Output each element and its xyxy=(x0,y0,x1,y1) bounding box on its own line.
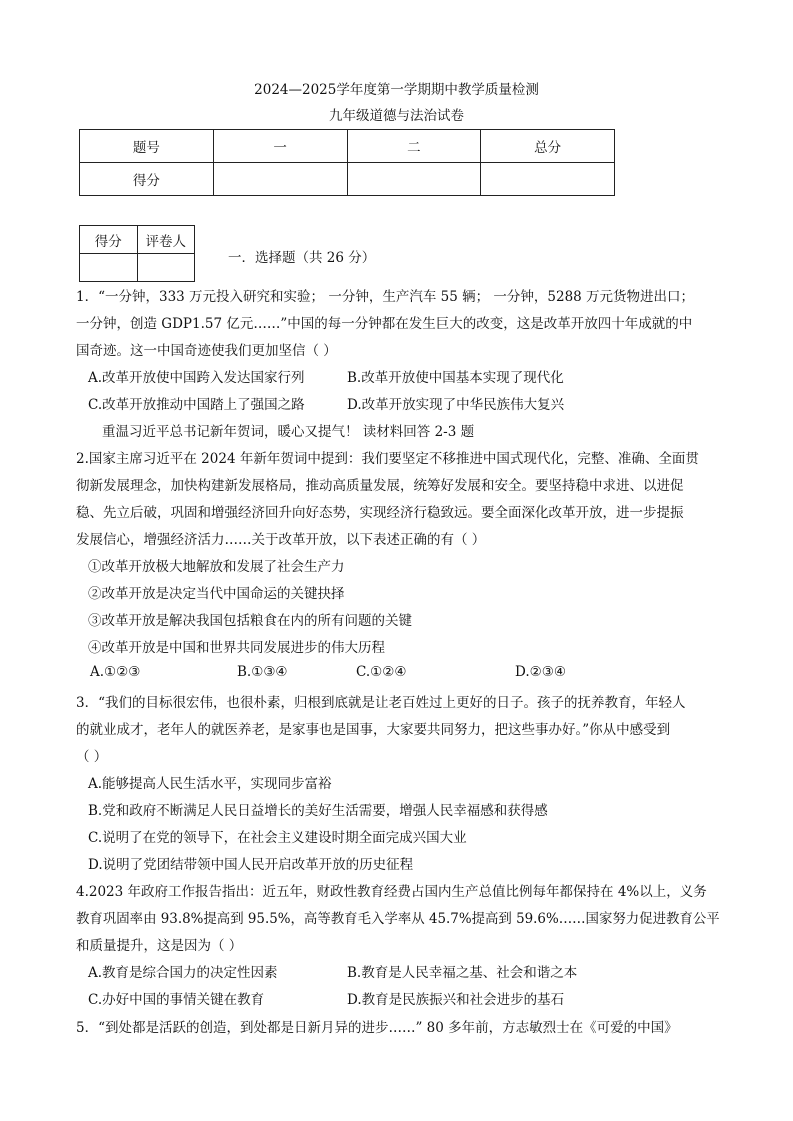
q1-option-b: B.改革开放使中国基本实现了现代化 xyxy=(347,370,564,386)
q2-option-c: C.①②④ xyxy=(356,664,407,680)
q2-statement: ①改革开放极大地解放和发展了社会生产力 xyxy=(88,559,345,575)
score-header-cell: 总分 xyxy=(481,130,615,163)
q3-option-a: A.能够提高人民生活水平，实现同步富裕 xyxy=(88,776,332,792)
score-header-cell: 题号 xyxy=(80,130,214,163)
grader-box xyxy=(79,225,195,282)
exam-title: 2024—2025学年度第一学期期中教学质量检测 xyxy=(254,82,539,98)
score-table xyxy=(79,129,615,196)
q2-statement: ②改革开放是决定当代中国命运的关键抉择 xyxy=(88,586,345,602)
q2-statement: ③改革开放是解决我国包括粮食在内的所有问题的关键 xyxy=(88,613,412,629)
q3-option-d: D.说明了党团结带领中国人民开启改革开放的历史征程 xyxy=(88,857,414,873)
q5-line: 5．“到处都是活跃的创造，到处都是日新月异的进步……” 80 多年前，方志敏烈士在《可爱的中国》 xyxy=(76,1020,678,1036)
q1-option-d: D.改革开放实现了中华民族伟大复兴 xyxy=(347,397,565,413)
q3-option-b: B.党和政府不断满足人民日益增长的美好生活需要，增强人民幸福感和获得感 xyxy=(88,803,548,819)
grader-score-label: 得分 xyxy=(80,226,138,254)
q1-line: 1．“一分钟，333 万元投入研究和实验； 一分钟，生产汽车 55 辆； 一分钟，5288 万元货物进出口； xyxy=(76,289,695,305)
score-header-cell: 二 xyxy=(347,130,481,163)
q2-option-d: D.②③④ xyxy=(515,664,566,680)
grader-blank-cell xyxy=(80,254,138,282)
q2-line: 稳、先立后破，巩固和增强经济回升向好态势，实现经济行稳致远。要全面深化改革开放，进一步提振 xyxy=(76,505,684,521)
q3-line: 3．“我们的目标很宏伟，也很朴素，归根到底就是让老百姓过上更好的日子。孩子的抚养教育，年轻人 xyxy=(76,695,686,711)
section-title: 一．选择题（共 26 分） xyxy=(228,250,376,266)
q4-option-a: A.教育是综合国力的决定性因素 xyxy=(88,965,278,981)
q2-line: 发展信心，增强经济活力……关于改革开放，以下表述正确的有（ ） xyxy=(76,532,486,548)
material-intro: 重温习近平总书记新年贺词，暖心又提气！ 读材料回答 2-3 题 xyxy=(102,424,475,440)
q1-line: 国奇迹。这一中国奇迹使我们更加坚信（ ） xyxy=(76,343,337,359)
q1-option-c: C.改革开放推动中国踏上了强国之路 xyxy=(88,397,305,413)
q4-line: 和质量提升，这是因为（ ） xyxy=(76,938,243,954)
exam-subtitle: 九年级道德与法治试卷 xyxy=(329,108,464,124)
q2-line: 2.国家主席习近平在 2024 年新年贺词中提到：我们要坚定不移推进中国式现代化，完整、准确、全面贯 xyxy=(76,451,699,467)
score-blank-cell xyxy=(213,163,347,196)
q2-option-a: A.①②③ xyxy=(90,664,141,680)
q4-option-d: D.教育是民族振兴和社会进步的基石 xyxy=(347,992,565,1008)
q4-option-b: B.教育是人民幸福之基、社会和谐之本 xyxy=(347,965,578,981)
grader-blank-cell xyxy=(137,254,195,282)
q4-option-c: C.办好中国的事情关键在教育 xyxy=(88,992,265,1008)
q1-line: 一分钟，创造 GDP1.57 亿元……”中国的每一分钟都在发生巨大的改变，这是改革开放四十年成就的中 xyxy=(76,316,693,332)
q3-option-c: C.说明了在党的领导下，在社会主义建设时期全面完成兴国大业 xyxy=(88,830,467,846)
q3-line: 的就业成才，老年人的就医养老，是家事也是国事，大家要共同努力，把这些事办好。”你从中感受到 xyxy=(76,722,671,738)
grader-name-label: 评卷人 xyxy=(137,226,195,254)
q4-line: 教育巩固率由 93.8%提高到 95.5%，高等教育毛入学率从 45.7%提高到 59.6%……国家努力促进教育公平 xyxy=(76,911,720,927)
score-blank-cell xyxy=(481,163,615,196)
score-blank-cell xyxy=(347,163,481,196)
q2-option-b: B.①③④ xyxy=(237,664,288,680)
q2-line: 彻新发展理念，加快构建新发展格局，推动高质量发展，统筹好发展和安全。要坚持稳中求进、以进促 xyxy=(76,478,684,494)
score-row-label: 得分 xyxy=(80,163,214,196)
q4-line: 4.2023 年政府工作报告指出：近五年，财政性教育经费占国内生产总值比例每年都保持在 4%以上，义务 xyxy=(76,884,707,900)
q3-line: （ ） xyxy=(76,749,108,765)
q2-statement: ④改革开放是中国和世界共同发展进步的伟大历程 xyxy=(88,640,385,656)
score-header-cell: 一 xyxy=(213,130,347,163)
q1-option-a: A.改革开放使中国跨入发达国家行列 xyxy=(88,370,305,386)
